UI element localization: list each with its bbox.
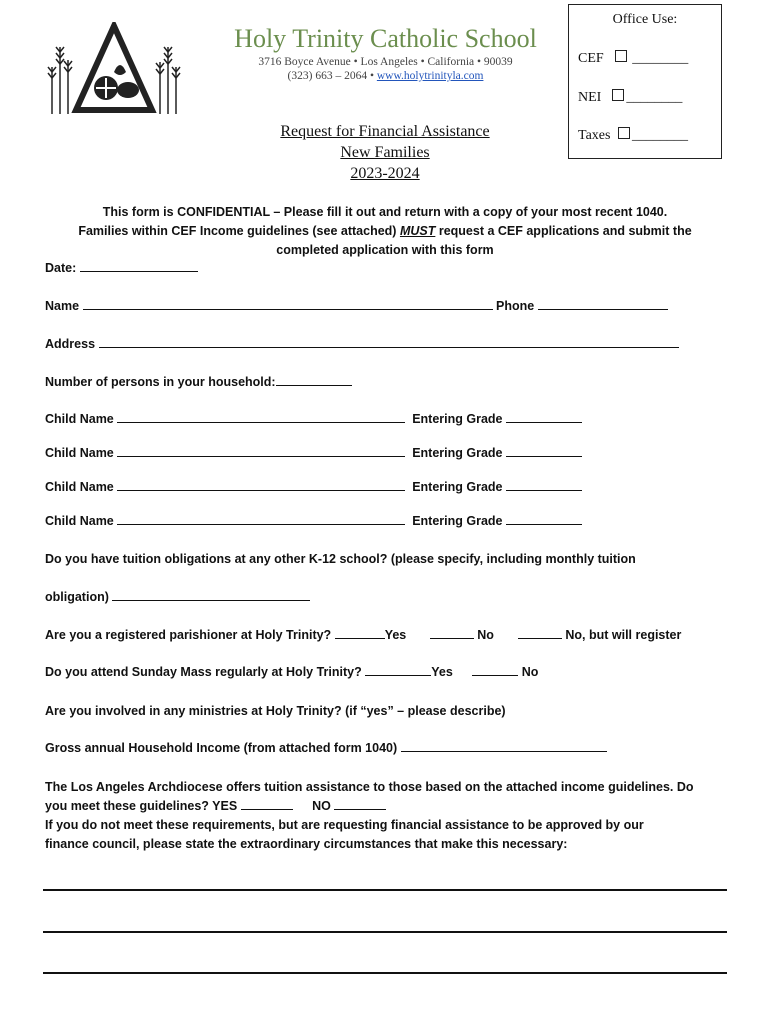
entering-grade-label: Entering Grade <box>412 446 503 460</box>
school-name: Holy Trinity Catholic School <box>234 24 537 53</box>
child-name-label: Child Name <box>45 514 114 528</box>
phone-label: Phone <box>496 299 535 313</box>
notice-line3: completed application with this form <box>276 243 494 257</box>
parishioner-will-register-input[interactable] <box>518 638 562 639</box>
school-phone: (323) 663 – 2064 • <box>287 70 377 82</box>
mass-yes-input[interactable] <box>365 675 431 676</box>
entering-grade-input[interactable] <box>506 524 582 525</box>
parishioner-will-register-label: No, but will register <box>565 628 682 642</box>
guidelines-yes-label: you meet these guidelines? YES <box>45 799 238 813</box>
ministries-question: Are you involved in any ministries at Holy Trinity? (if “yes” – please describe) <box>45 704 506 718</box>
child-name-label: Child Name <box>45 480 114 494</box>
entering-grade-input[interactable] <box>506 456 582 457</box>
office-taxes-blank: ________ <box>631 128 688 143</box>
child-name-input[interactable] <box>117 524 405 525</box>
obligation-input[interactable] <box>112 600 310 601</box>
form-title <box>230 121 540 184</box>
tuition-question: Do you have tuition obligations at any other K-12 school? (please specify, including monthly tuition <box>45 552 636 566</box>
phone-input[interactable] <box>538 309 668 310</box>
archdiocese-paragraph <box>45 778 725 854</box>
street-address: 3716 Boyce Avenue • Los Angeles • California • 90039 <box>258 56 513 68</box>
income-input[interactable] <box>401 751 607 752</box>
date-label: Date: <box>45 261 77 275</box>
mass-no-label: No <box>521 665 539 679</box>
address-row <box>45 337 679 351</box>
mass-row <box>45 665 538 679</box>
guidelines-no-label: NO <box>312 799 331 813</box>
form-title-line2: New Families <box>340 144 430 161</box>
office-cef-row <box>578 50 688 67</box>
parishioner-yes-input[interactable] <box>335 638 385 639</box>
child-name-input[interactable] <box>117 422 405 423</box>
circumstances-line-1[interactable] <box>43 889 727 891</box>
school-address <box>218 55 553 83</box>
office-nei-label: NEI <box>578 90 602 105</box>
trinity-emblem-icon <box>44 22 184 118</box>
office-nei-blank: ________ <box>626 90 683 105</box>
income-question: Gross annual Household Income (from attached form 1040) <box>45 741 398 755</box>
entering-grade-label: Entering Grade <box>412 412 503 426</box>
website-link[interactable]: www.holytrinityla.com <box>376 70 484 82</box>
notice-line1: This form is CONFIDENTIAL – Please fill it out and return with a copy of your most recent 1040. <box>102 205 668 219</box>
circumstances-line-3[interactable] <box>43 972 727 974</box>
date-row <box>45 261 198 275</box>
circumstances-line-2[interactable] <box>43 931 727 933</box>
entering-grade-input[interactable] <box>506 490 582 491</box>
archdiocese-line2 <box>45 797 725 816</box>
taxes-checkbox[interactable] <box>618 127 630 139</box>
circumstances-line1: If you do not meet these requirements, but are requesting financial assistance to be approved by our <box>45 818 644 832</box>
child-name-input[interactable] <box>117 456 405 457</box>
household-row <box>45 375 352 389</box>
mass-no-input[interactable] <box>472 675 518 676</box>
household-input[interactable] <box>276 385 352 386</box>
office-cef-blank: ________ <box>632 51 689 66</box>
entering-grade-label: Entering Grade <box>412 514 503 528</box>
form-title-line1: Request for Financial Assistance <box>280 123 490 140</box>
confidential-notice <box>40 203 730 260</box>
parishioner-yes-label: Yes <box>384 628 407 642</box>
household-label: Number of persons in your household: <box>45 375 276 389</box>
address-label: Address <box>45 337 96 351</box>
obligation-label: obligation) <box>45 590 109 604</box>
circumstances-line2: finance council, please state the extraordinary circumstances that make this necessary: <box>45 837 568 851</box>
mass-question: Do you attend Sunday Mass regularly at Holy Trinity? <box>45 665 362 679</box>
phone-and-website <box>218 69 553 83</box>
notice-line2-pre: Families within CEF Income guidelines (see attached) <box>78 224 400 238</box>
guidelines-yes-input[interactable] <box>241 809 293 810</box>
entering-grade-input[interactable] <box>506 422 582 423</box>
notice-line2 <box>40 222 730 241</box>
cef-checkbox[interactable] <box>615 50 627 62</box>
entering-grade-label: Entering Grade <box>412 480 503 494</box>
name-row <box>45 299 668 313</box>
child-name-input[interactable] <box>117 490 405 491</box>
notice-must: MUST <box>399 224 436 238</box>
form-title-line3: 2023-2024 <box>350 165 420 182</box>
child-name-label: Child Name <box>45 412 114 426</box>
guidelines-no-input[interactable] <box>334 809 386 810</box>
income-row <box>45 741 607 755</box>
office-taxes-row <box>578 127 688 144</box>
parishioner-no-label: No <box>477 628 494 642</box>
parishioner-question: Are you a registered parishioner at Holy Trinity? <box>45 628 332 642</box>
child-row-1 <box>45 412 582 426</box>
office-cef-label: CEF <box>578 51 604 66</box>
office-use-box <box>568 4 722 159</box>
address-input[interactable] <box>99 347 679 348</box>
name-label: Name <box>45 299 80 313</box>
child-row-4 <box>45 514 582 528</box>
archdiocese-line1: The Los Angeles Archdiocese offers tuition assistance to those based on the attached income guidelines. Do <box>45 780 694 794</box>
office-use-title: Office Use: <box>612 12 678 27</box>
child-name-label: Child Name <box>45 446 114 460</box>
name-input[interactable] <box>83 309 493 310</box>
office-taxes-label: Taxes <box>578 128 611 143</box>
date-input[interactable] <box>80 271 198 272</box>
mass-yes-label: Yes <box>431 665 453 679</box>
school-logo <box>44 22 184 118</box>
parishioner-no-input[interactable] <box>430 638 474 639</box>
notice-line2-post: request a CEF applications and submit the <box>435 224 692 238</box>
child-row-2 <box>45 446 582 460</box>
office-nei-row <box>578 89 682 106</box>
obligation-row <box>45 590 310 604</box>
parishioner-row <box>45 628 681 642</box>
child-row-3 <box>45 480 582 494</box>
nei-checkbox[interactable] <box>612 89 624 101</box>
